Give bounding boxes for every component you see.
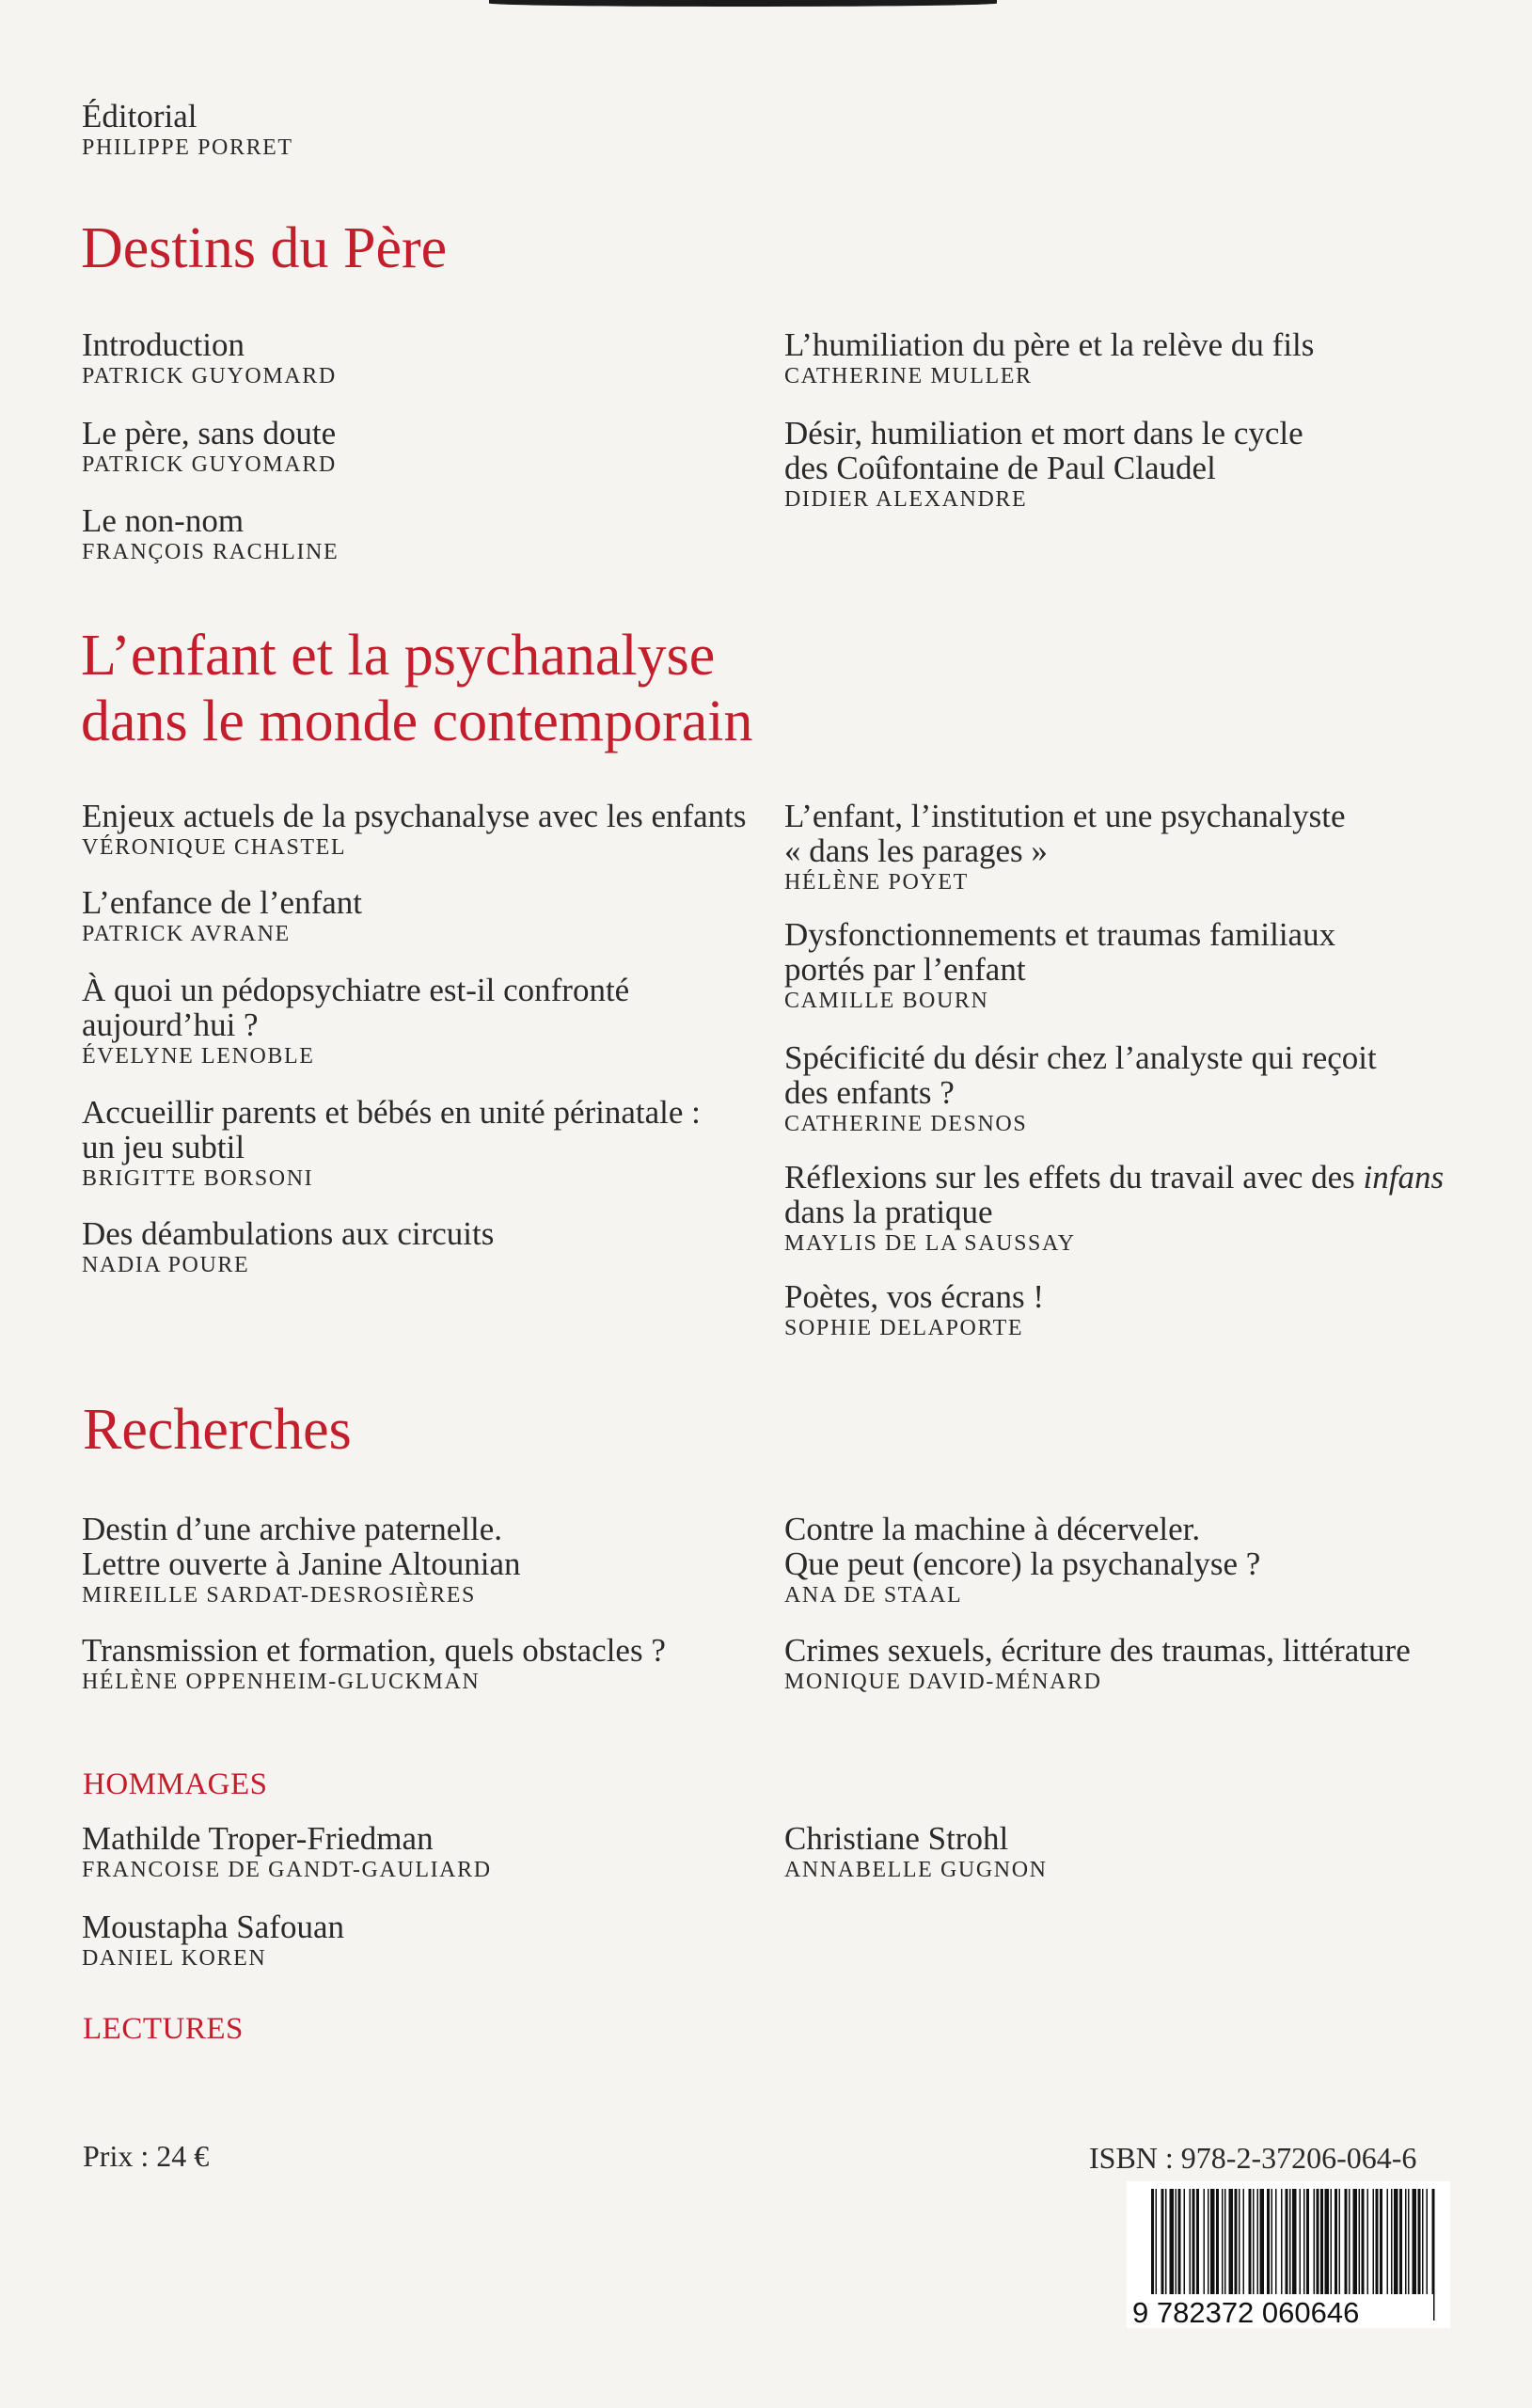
- toc-entry: Accueillir parents et bébés en unité périnatale : un jeu subtil BRIGITTE BORSONI: [82, 1094, 701, 1191]
- top-edge: [0, 0, 1532, 13]
- toc-entry: Des déambulations aux circuits NADIA POURE: [82, 1215, 495, 1277]
- toc-entry: Mathilde Troper-Friedman FRANCOISE DE GANDT-GAULIARD: [82, 1820, 492, 1882]
- section-title-recherches: Recherches: [83, 1398, 352, 1462]
- isbn-label: ISBN : 978-2-37206-064-6: [1089, 2141, 1417, 2175]
- section-title-lectures: LECTURES: [83, 2012, 244, 2046]
- section-title-enfant: L’enfant et la psychanalyse: [81, 624, 716, 688]
- toc-entry: Le père, sans doute PATRICK GUYOMARD: [82, 415, 337, 477]
- toc-entry: Transmission et formation, quels obstacles ? HÉLÈNE OPPENHEIM-GLUCKMAN: [82, 1632, 666, 1694]
- toc-entry: À quoi un pédopsychiatre est-il confronté aujourd’hui ? ÉVELYNE LENOBLE: [82, 972, 630, 1069]
- toc-entry: Désir, humiliation et mort dans le cycle des Coûfontaine de Paul Claudel DIDIER ALEXANDRE: [784, 415, 1303, 512]
- editorial-title: Éditorial: [82, 98, 197, 135]
- barcode-digits: 9 782372 060646: [1132, 2296, 1360, 2328]
- editorial-author: PHILIPPE PORRET: [82, 135, 293, 160]
- toc-entry: Dysfonctionnements et traumas familiaux portés par l’enfant CAMILLE BOURN: [784, 916, 1336, 1013]
- toc-entry: L’humiliation du père et la relève du fils CATHERINE MULLER: [784, 326, 1315, 388]
- toc-entry: Réflexions sur les effets du travail avec des infans dans la pratique MAYLIS DE LA SAUSSAY: [784, 1159, 1445, 1256]
- barcode-graphic: [1127, 2181, 1450, 2328]
- toc-entry: L’enfant, l’institution et une psychanalyste « dans les parages » HÉLÈNE POYET: [784, 798, 1346, 895]
- toc-entry: Moustapha Safouan DANIEL KOREN: [82, 1909, 344, 1971]
- toc-entry: Enjeux actuels de la psychanalyse avec les enfants VÉRONIQUE CHASTEL: [82, 798, 747, 860]
- editorial-entry: [82, 99, 293, 162]
- toc-entry: Le non-nom FRANÇOIS RACHLINE: [82, 502, 340, 564]
- toc-entry: Crimes sexuels, écriture des traumas, littérature MONIQUE DAVID-MÉNARD: [784, 1632, 1411, 1694]
- toc-entry: Christiane Strohl ANNABELLE GUGNON: [784, 1820, 1048, 1882]
- section-title-hommages: HOMMAGES: [83, 1767, 268, 1801]
- price-label: Prix : 24 €: [83, 2139, 210, 2173]
- barcode: [1127, 2181, 1450, 2328]
- section-title-enfant-line2: dans le monde contemporain: [81, 689, 753, 753]
- toc-entry: Contre la machine à décerveler. Que peut (encore) la psychanalyse ? ANA DE STAAL: [784, 1511, 1261, 1608]
- toc-entry: Poètes, vos écrans ! SOPHIE DELAPORTE: [784, 1278, 1045, 1340]
- section-title-destins: Destins du Père: [81, 216, 448, 280]
- toc-entry: Spécificité du désir chez l’analyste qui reçoit des enfants ? CATHERINE DESNOS: [784, 1039, 1377, 1136]
- toc-entry: L’enfance de l’enfant PATRICK AVRANE: [82, 884, 362, 946]
- toc-entry: Introduction PATRICK GUYOMARD: [82, 326, 337, 388]
- toc-entry: Destin d’une archive paternelle. Lettre ouverte à Janine Altounian MIREILLE SARDAT-DESROSIÈRES: [82, 1511, 521, 1608]
